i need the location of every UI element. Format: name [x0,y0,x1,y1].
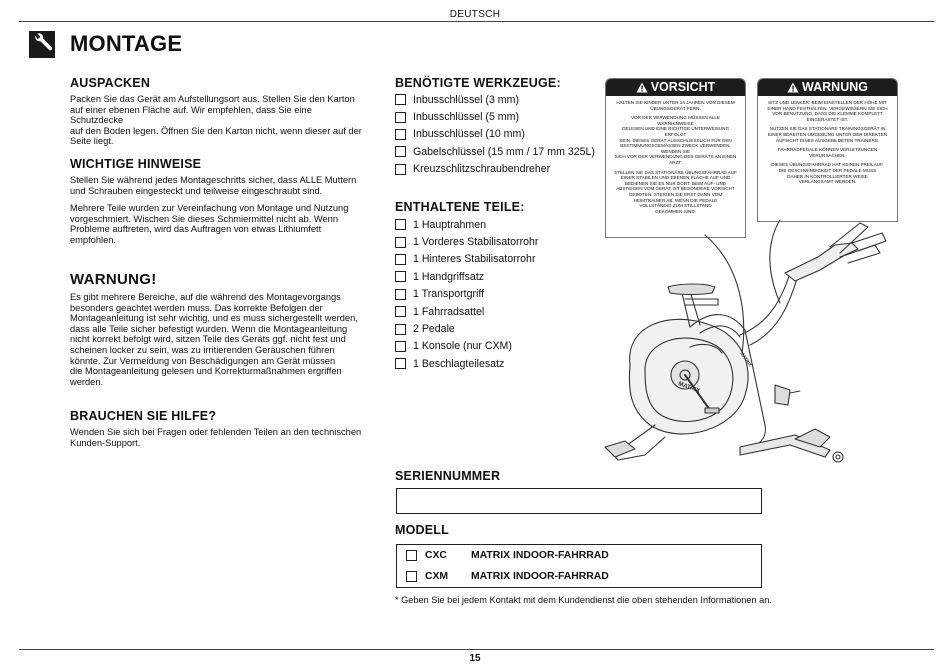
footnote: * Geben Sie bei jedem Kontakt mit dem Kundendienst die oben stehenden Informationen an. [395,595,772,605]
hilfe-text: Wenden Sie sich bei Fragen oder fehlenden Teilen an den technischen Kunden-Support. [70,427,362,448]
list-item: 1 Transportgriff [395,286,538,303]
vorsicht-text: HALTEN SIE KINDER UNTER 14 JAHREN VON DIESEM ÜBUNGSGERÄT FERN. VOR DER VERWENDUNG MÜSSEN ALLE WARNHINWEISE GELESEN UND EINE RICHTIGE UNTERWEISUNG ERFOLGT SEIN. DIESES GERÄT AUSSCHLIESSLICH FÜR DEN BESTIMMUNGSGEMÄSSEN ZWECK VERWENDEN. WENDEN SIE SICH VOR DER VERWENDUNG DES GERÄTS AN EINEN ARZT. STELLEN SIE DAS STATIONÄRE ÜBUNGSFAHRRAD AUF EINER STABILEN UND EBENEN FLÄCHE AUF UND BEDIENEN SIE ES NUR DORT. BEIM AUF- UND ABSTEIGEN VOM GERÄT IST BESONDERE VORSICHT GEBOTEN. STEIGEN SIE ERST DANN VOM HEIMTRAINER AB, WENN DIE PEDALE VOLLSTÄNDIG ZUM STILLSTAND GEKOMMEN SIND. [614,100,737,214]
leader-line [770,220,780,303]
hinweise-text-2: Mehrere Teile wurden zur Vereinfachung von Montage und Nutzung vorgeschmiert. Wischen Sie dieses Schmiermittel nicht ab. Wenn Probleme auftreten, wird das Auftragen von etwas Lithiumfett empfohlen. [70,203,349,245]
heading-warnung: WARNUNG! [70,271,157,288]
list-item: Inbusschlüssel (5 mm) [395,108,595,125]
list-item: Gabelschlüssel (15 mm / 17 mm 325L) [395,143,595,160]
warnung-text: Es gibt mehrere Bereiche, auf die während des Montagevorgangs besonders geachtet werden muss. Das korrekte Befolgen der Montageanleitung ist sehr wichtig, und es muss sichergestellt werden, dass alle Teile sicher befestigt wurden. Wenn die Montageanleitung nicht korrekt befolgt wird, sitzen Teile des Geräts ggf. nicht fest und scheinen locker zu sein, was zu irritierenden Geräuschen führen könnte. Zur Vermeidung von Beschädigungen am Gerät müssen die Montageanleitung gelesen und Korrekturmaßnahmen ergriffen werden. [70,292,358,387]
warning-triangle-icon [636,82,648,93]
bike-brand-label: MATRIX [677,381,701,395]
checkbox[interactable] [395,324,406,335]
list-item: 1 Vorderes Stabilisatorrohr [395,233,538,250]
list-item: Kreuzschlitzschraubendreher [395,161,595,178]
list-item: 1 Hinteres Stabilisatorrohr [395,251,538,268]
page-title: MONTAGE [70,31,183,56]
vorsicht-header: VORSICHT [606,79,745,96]
list-item: 1 Hauptrahmen [395,216,538,233]
checkbox[interactable] [395,129,406,140]
checkbox[interactable] [395,164,406,175]
list-item: 1 Konsole (nur CXM) [395,338,538,355]
warning-triangle-icon [787,82,799,93]
vorsicht-box [605,78,746,238]
language-label: DEUTSCH [449,9,501,20]
list-item: 2 Pedale [395,320,538,337]
hinweise-text-1: Stellen Sie während jedes Montageschritts sicher, dass ALLE Muttern und Schrauben eingesteckt und teilweise eingeschraubt sind. [70,175,357,196]
bike-frame-label: MATRIX [739,350,753,368]
list-item: 1 Handgriffsatz [395,268,538,285]
checkbox[interactable] [395,219,406,230]
checkbox[interactable] [395,289,406,300]
wrench-icon [29,31,55,58]
checkbox[interactable] [395,271,406,282]
checkbox[interactable] [406,571,417,582]
heading-hilfe: BRAUCHEN SIE HILFE? [70,409,217,423]
list-item: Inbusschlüssel (3 mm) [395,91,595,108]
heading-teile: ENTHALTENE TEILE: [395,200,525,214]
heading-wichtige-hinweise: WICHTIGE HINWEISE [70,157,202,171]
list-item: 1 Beschlagteilesatz [395,355,538,372]
model-row-cxc: CXC MATRIX INDOOR-FAHRRAD [396,545,761,565]
footer-rule [19,649,934,650]
heading-auspacken: AUSPACKEN [70,76,151,90]
heading-seriennummer: SERIENNUMMER [395,469,501,483]
serial-number-field[interactable] [396,488,762,514]
heading-modell: MODELL [395,523,449,537]
model-row-cxm: CXM MATRIX INDOOR-FAHRRAD [396,566,761,586]
checkbox[interactable] [395,341,406,352]
warnung-header: WARNUNG [758,79,897,96]
warnung-box-text: SITZ UND LENKER: BEIM EINSTELLEN DER HÖHE MIT EINER HAND FESTHALTEN. VERGEWISSERN SIE SICH VOR BENUTZUNG, DASS DIE KLEMME KOMPLETT EINGERASTET IST. NUTZEN SIE DAS STATIONÄRE TRAININGSGERÄT IN EINER BEREITEN UMGEBUNG UNTER DER DIREKTEN AUFSICHT EINES AUSGEBILDETEN TRAINERS. FAHRRADPEDALE KÖNNEN VERLETZUNGEN VERURSACHEN. DIESES ÜBUNGSFAHRRAD HAT KEINEN FREILAUF. DIE GESCHWINDIGKEIT DER PEDALE MUSS DAHER IN KONTROLLIERTER WEISE VERLANGSAMT WERDEN. [767,100,888,185]
list-item: 1 Fahrradsattel [395,303,538,320]
checkbox[interactable] [395,146,406,157]
tools-list [395,91,595,178]
checkbox[interactable] [395,112,406,123]
parts-list [395,216,538,373]
header-rule [19,21,934,22]
warnung-box [757,78,898,222]
checkbox[interactable] [406,550,417,561]
checkbox[interactable] [395,358,406,369]
heading-werkzeuge: BENÖTIGTE WERKZEUGE: [395,76,561,90]
checkbox[interactable] [395,237,406,248]
bike-illustration [590,215,900,475]
page-number: 15 [469,653,481,664]
checkbox[interactable] [395,254,406,265]
checkbox[interactable] [395,306,406,317]
list-item: Inbusschlüssel (10 mm) [395,126,595,143]
checkbox[interactable] [395,94,406,105]
auspacken-text: Packen Sie das Gerät am Aufstellungsort aus. Stellen Sie den Karton auf einer ebenen Fläche auf. Wir empfehlen, dass Sie eine Schutzdecke auf den Boden legen. Öffnen Sie den Karton nicht, wenn dieser auf der Seite liegt. [70,94,362,147]
